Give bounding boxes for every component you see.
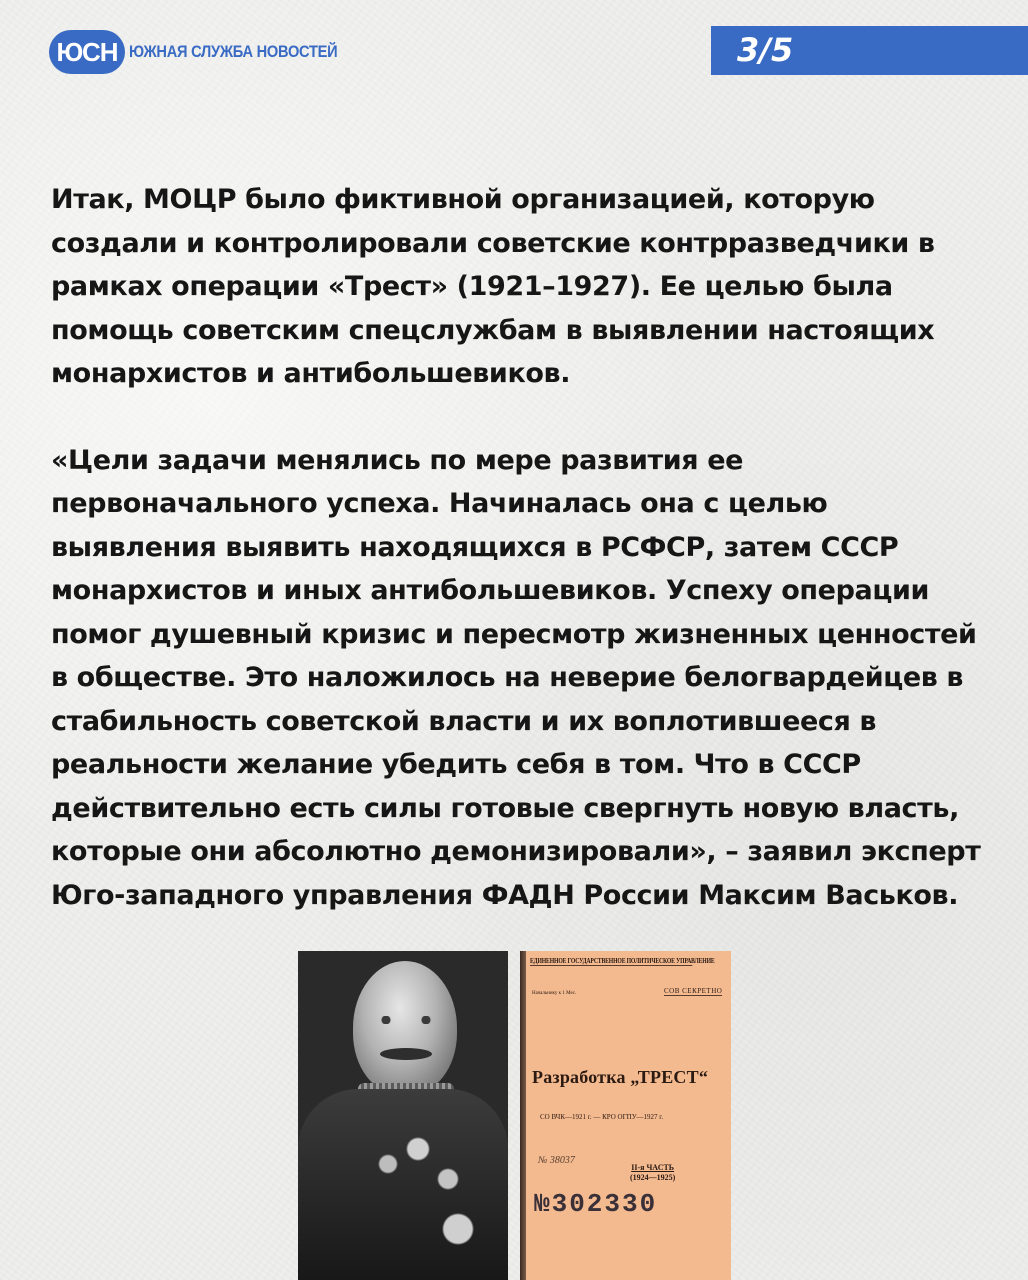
document-subtitle: СО ВЧК—1921 г. — КРО ОГПУ—1927 г. — [540, 1113, 664, 1121]
document-part-title: II-я ЧАСТЬ — [631, 1163, 675, 1172]
archive-document-photo — [520, 951, 731, 1280]
document-stamp-number: №302330 — [534, 1189, 658, 1219]
portrait-uniform — [298, 1089, 508, 1280]
document-secret-mark: СОВ СЕКРЕТНО — [664, 987, 723, 995]
article-body — [51, 178, 981, 917]
portrait-eyes — [376, 1016, 436, 1024]
portrait-photo — [298, 951, 508, 1280]
document-note: Начальнику к 1 Мес. — [532, 991, 577, 996]
document-header: ЕДИНЕННОЕ ГОСУДАРСТВЕННОЕ ПОЛИТИЧЕСКОЕ УПРАВЛЕНИЕ — [530, 957, 715, 965]
document-part — [630, 1163, 675, 1183]
document-spine — [520, 951, 526, 1280]
article-quote: «Цели задачи менялись по мере развития ее первоначального успеха. Начиналась она с целью выявления выявить находящихся в РСФСР, затем СССР монархистов и иных антибольшевиков. Успеху операции помог душевный кризис и пересмотр жизненных ценностей в обществе. Это наложилось на неверие белогвардейцев в стабильность советской власти и их воплотившееся в реальности желание убедить себя в том. Что в СССР действительно есть силы готовые свергнуть новую власть, которые они абсолютно демонизировали», – заявил эксперт Юго-западного управления ФАДН России Максим Васьков. — [51, 444, 981, 911]
brand-logo[interactable] — [49, 30, 371, 74]
page-indicator — [711, 26, 1028, 75]
logo-badge: ЮСН — [49, 30, 125, 74]
article-paragraph: Итак, МОЦР было фиктивной организацией, которую создали и контролировали советские контрразведчики в рамках операции «Трест» (1921–1927). Ее целью была помощь советским спецслужбам в выявлении настоящих монархистов и антибольшевиков. — [51, 184, 935, 389]
document-title: Разработка „ТРЕСТ“ — [532, 1067, 709, 1087]
page-indicator-label: 3/5 — [737, 31, 794, 69]
portrait-head — [353, 961, 457, 1095]
document-handwritten-number: № 38037 — [538, 1155, 575, 1166]
portrait-mustache — [380, 1048, 432, 1060]
document-part-years: (1924—1925) — [630, 1173, 676, 1182]
logo-text: ЮЖНАЯ СЛУЖБА НОВОСТЕЙ — [129, 42, 338, 61]
